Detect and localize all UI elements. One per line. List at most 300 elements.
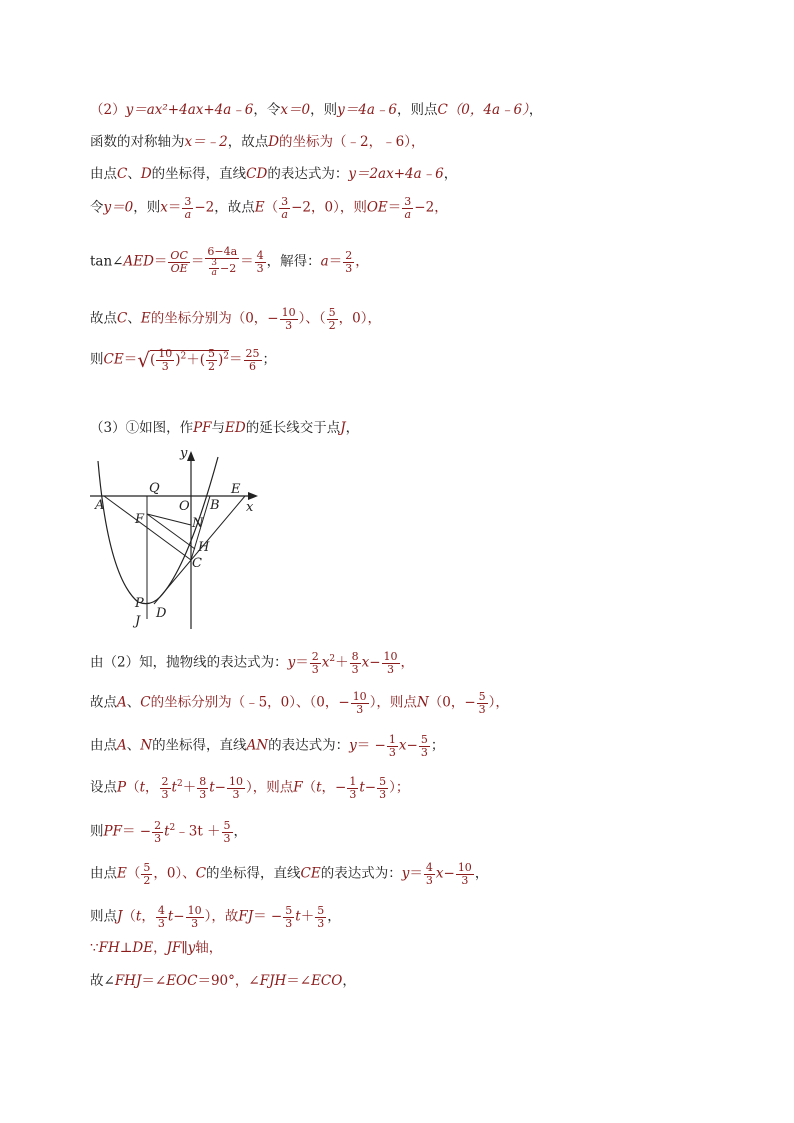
part2-line6 [90,307,381,331]
text: 由点 [90,166,117,182]
fraction [227,776,245,800]
text: ＝ − [253,908,283,925]
var: t [167,908,174,925]
numerator: 10 [457,861,472,874]
denominator: 3 [161,359,169,373]
point: C [117,166,128,182]
text: 与 [211,420,226,436]
var: a [320,253,329,270]
text: ），则点 [369,694,417,711]
numerator: 1 [388,733,396,746]
fraction [156,348,174,372]
point: N [140,737,153,754]
point: N [416,694,429,711]
text: ＋ [300,908,315,925]
label-b: B [210,498,220,513]
text: 、 [126,737,141,754]
text: ）， [488,694,509,711]
text: ，− [321,779,347,796]
text: ＝ [387,199,402,216]
sqrt-sign: √ [137,348,150,373]
denominator: 3 [425,873,433,887]
line-name: AN [246,737,269,754]
text: 的坐标得，直线 [152,737,247,754]
numerator: 8 [351,650,359,663]
part3-line3 [90,691,509,715]
equation: y＝2ax+4a﹣6 [348,166,444,182]
fraction [186,905,204,929]
point: J [117,908,123,925]
fraction [315,905,326,929]
denominator: 3 [478,702,486,716]
parabola-diagram [88,447,268,632]
numerator: 4 [425,861,433,874]
var: t [135,908,142,925]
fraction [255,250,266,274]
numerator: 2 [154,819,162,832]
var: t [359,779,365,796]
text: ， [355,253,369,270]
text: 由（2）知，抛物线的表达式为： [90,654,288,671]
line-fh [147,514,195,549]
text: （3）①如图，作 [90,420,194,436]
denominator: 3 [199,787,207,801]
denominator: a [404,207,412,221]
segment: OE [366,199,388,216]
exponent: 2 [180,351,187,362]
condition: y＝0 [103,199,134,216]
segment: PF [193,420,212,436]
label-a: A [95,498,105,513]
denominator: 3 [388,745,396,759]
fraction [206,348,217,372]
denominator: 3 [351,662,359,676]
fraction [343,250,354,274]
numerator: 3 [184,195,192,208]
fraction [382,651,400,675]
text: ， [474,865,489,882]
text: 的坐标分别为（﹣5，0）、（0，− [150,694,350,711]
text: ＝∠ [141,973,167,989]
text: −2，0），则 [291,199,367,216]
var: x [398,737,407,754]
text: 的表达式为： [320,865,402,882]
angle: FHJ [114,973,142,989]
fraction [160,776,171,800]
numerator: 10 [383,650,398,663]
numerator: OC [170,249,188,263]
var: t [209,779,215,796]
text: 、 [127,310,141,327]
text: −2 [194,199,215,216]
denominator: 3 [285,916,293,930]
fraction [141,862,152,886]
part3-line10 [90,975,356,989]
text: ＋ [186,351,200,368]
var: x [361,654,370,671]
text: 的表达式为： [268,737,350,754]
text: 的坐标得，直线 [151,166,247,182]
text: −2 [220,261,237,275]
segment: ED [225,420,246,436]
fraction [310,651,321,675]
numerator: 6−4a [207,245,238,258]
numerator: 10 [158,347,173,360]
label-n: N [192,516,204,531]
part-label: （2） [90,102,126,118]
denominator [206,259,238,279]
part2-line5 [90,246,369,278]
numerator: 5 [379,775,387,788]
text: ， [145,779,159,796]
text: 故∠ [90,973,115,989]
text: 的坐标为（﹣2，﹣6）， [279,134,425,150]
numerator: 25 [245,347,260,360]
text: ）； [389,779,410,796]
text: ），则点 [245,779,294,796]
text: ＋ [182,779,197,796]
fraction [377,776,388,800]
text: ＝ [167,199,182,216]
text: ，0）， [338,310,381,327]
text: （ [126,865,141,882]
fraction [280,307,298,331]
text: ＝ [295,654,309,671]
denominator: 3 [161,787,169,801]
result: y＝4a﹣6 [337,102,397,118]
line-name: CE [300,865,321,882]
denominator: 3 [420,745,428,759]
numerator: 5 [478,690,486,703]
numerator: 1 [349,775,357,788]
part3-line1 [90,422,359,436]
numerator: 3 [404,195,412,208]
text: ﹣3t ＋ [175,823,221,840]
text: ，则点 [396,102,438,118]
text: 故点 [90,694,117,711]
text: 设点 [90,779,117,796]
part2-line3 [90,168,457,182]
point: E [254,199,265,216]
angle: AED [123,253,154,270]
text: 则 [90,823,104,840]
denominator: 3 [461,873,469,887]
text: ＝ − [356,737,386,754]
text: ， [141,908,155,925]
numerator: 2 [345,249,353,263]
text: 的坐标得，直线 [206,865,301,882]
fraction [156,905,167,929]
fraction [168,250,189,274]
numerator: 10 [352,690,367,703]
label-f: F [135,512,145,527]
label-j: J [135,614,141,629]
text: ∵ [90,940,99,956]
text: 则点 [90,908,117,925]
exponent: 2 [169,823,176,834]
fraction [197,776,208,800]
text: ＝ [240,253,254,270]
text: ， [443,166,458,182]
text: 、 [127,166,141,182]
angle: FJH [259,973,287,989]
text: − [369,654,381,671]
text: −2， [414,199,448,216]
var: x [321,654,330,671]
text: ＝ [123,351,138,368]
angle: ECO [311,973,343,989]
part2-line4 [90,196,448,220]
part3-line5 [90,776,409,800]
x-axis-arrow [248,492,258,500]
part2-line1 [90,104,542,118]
denominator: 2 [208,359,216,373]
text: ＝ [409,865,423,882]
text: 、 [126,694,141,711]
text: 则 [90,351,104,368]
var: t [295,908,301,925]
point: E [117,865,127,882]
point: F [293,779,303,796]
fraction [152,820,163,844]
nested-fraction [209,259,219,279]
var: x [435,865,444,882]
point: A [117,694,127,711]
denominator: OE [170,261,188,275]
numerator: 5 [317,904,325,917]
point: J [340,420,346,436]
var: t [171,779,177,796]
var: x [160,199,168,216]
label-p: P [135,596,144,611]
text: − [406,737,418,754]
fraction [350,651,361,675]
numerator: 4 [256,249,264,263]
text: ＝∠ [286,973,312,989]
text: ； [430,737,445,754]
text: − [443,865,455,882]
relation: FH⊥DE [98,940,154,956]
fraction [279,196,290,220]
denominator: 3 [349,787,357,801]
text: ； [262,351,277,368]
numerator: 3 [281,195,289,208]
text: 由点 [90,737,117,754]
label-o: O [179,499,190,514]
text: − [364,779,377,796]
text: ，解得： [266,253,321,270]
var: t [316,779,322,796]
numerator: 10 [187,904,202,917]
part3-line6 [90,820,247,844]
text: ， [400,654,415,671]
denominator: 2 [143,873,151,887]
fraction [351,691,369,715]
denominator: 3 [379,787,387,801]
denominator: 3 [387,662,395,676]
denominator: 3 [356,702,364,716]
denominator: 3 [157,916,165,930]
axis: x＝﹣2 [184,134,228,150]
numerator: 10 [281,306,296,319]
denominator: 3 [232,787,240,801]
text: （ [302,779,317,796]
text: ，则 [310,102,338,118]
fraction [387,734,398,758]
part3-line8 [90,905,341,929]
fraction [477,691,488,715]
denominator: 3 [154,831,162,845]
text: ＝ [328,253,343,270]
part3-line9 [90,942,222,956]
text: ， [233,823,248,840]
text: 函数的对称轴为 [90,134,185,150]
fraction [205,246,239,278]
point: C [140,694,151,711]
text: ＝90°，∠ [197,973,260,989]
text: （ [126,779,140,796]
label-d: D [156,606,167,621]
numerator: 4 [157,904,165,917]
text: 故点 [90,310,117,327]
text: 的延长线交于点 [245,420,341,436]
text: 轴， [195,940,223,956]
denominator: 3 [191,916,199,930]
numerator: 5 [208,347,216,360]
text: tan∠ [90,253,124,270]
fraction [222,820,233,844]
exponent: 2 [329,654,336,665]
label-x: x [246,500,254,515]
text: ）、（ [298,310,326,327]
numerator: 5 [328,306,336,319]
fraction [424,862,435,886]
fraction [327,307,338,331]
text: 的坐标分别为（0，− [150,310,279,327]
label-y: y [180,447,188,461]
numerator: 2 [161,775,169,788]
denominator: 3 [285,318,293,332]
fraction [456,862,474,886]
fraction [182,196,193,220]
numerator: 2 [311,650,319,663]
point: A [117,737,127,754]
denominator: 2 [328,318,336,332]
denominator: a [211,267,217,278]
label-c: C [192,556,202,571]
text: ），故 [204,908,239,925]
text: ， [345,420,360,436]
denominator: a [184,207,192,221]
text: ＝ [153,253,168,270]
denominator: 3 [345,261,353,275]
text: ＝ [190,253,205,270]
exponent: 2 [176,779,183,790]
point: E [140,310,151,327]
text: ， [153,940,167,956]
text: （ [264,199,279,216]
numerator: 10 [228,775,243,788]
numerator: 5 [285,904,293,917]
y-axis-arrow [187,451,195,461]
text: ， [528,102,543,118]
equation: y＝ax²+4ax+4a﹣6 [125,102,254,118]
denominator: 6 [249,359,257,373]
text: 由点 [90,865,117,882]
part3-line2 [90,651,414,675]
text: ，故点 [214,199,255,216]
line-fn [147,514,191,525]
text: ， [327,908,341,925]
point: P [117,779,127,796]
denominator: 3 [256,261,264,275]
numerator: 5 [223,819,231,832]
denominator: a [281,207,288,221]
text: − [173,908,185,925]
condition: x＝0 [280,102,311,118]
text: （ [122,908,136,925]
segment: PF [103,823,122,840]
point: D [140,166,152,182]
var: y [401,865,410,882]
denominator: 3 [317,916,325,930]
text: ，则 [133,199,161,216]
exponent: 2 [223,351,230,362]
text: ，故点 [227,134,269,150]
text: − [214,779,226,796]
fraction [244,348,262,372]
var: t [164,823,170,840]
text: 令 [90,199,104,216]
segment: FJ [238,908,254,925]
numerator: 3 [211,257,217,268]
fraction [283,905,294,929]
fraction [402,196,413,220]
text: 的表达式为： [267,166,349,182]
point: C [195,865,207,882]
numerator: 5 [143,861,151,874]
denominator: 3 [223,831,231,845]
numerator: 8 [199,775,207,788]
text: ， [342,973,356,989]
line-name: CD [246,166,268,182]
text: （0，− [428,694,476,711]
label-e: E [231,482,241,497]
fraction [347,776,358,800]
denominator: 3 [311,662,319,676]
angle: EOC [166,973,198,989]
part3-line4 [90,734,444,758]
relation: JF∥y [166,940,196,956]
text: ＋ [335,654,349,671]
label-h: H [198,540,210,555]
point: C（0，4a﹣6） [437,102,529,118]
part3-line7 [90,862,488,886]
part2-line2 [90,136,424,150]
text: ＝ [229,351,243,368]
text: ，0）、 [153,865,196,882]
fraction [419,734,430,758]
label-q: Q [149,481,160,496]
var: y [287,654,296,671]
var: t [139,779,146,796]
radicand: ( $\frac{10}{3}$ )$^2$＋( $\frac{5}{2}$ )$^2$ [149,347,230,373]
point: D [268,134,280,150]
segment: CE [103,351,124,368]
point: C [117,310,128,327]
text: ，令 [253,102,281,118]
text: ＝ − [121,823,152,840]
